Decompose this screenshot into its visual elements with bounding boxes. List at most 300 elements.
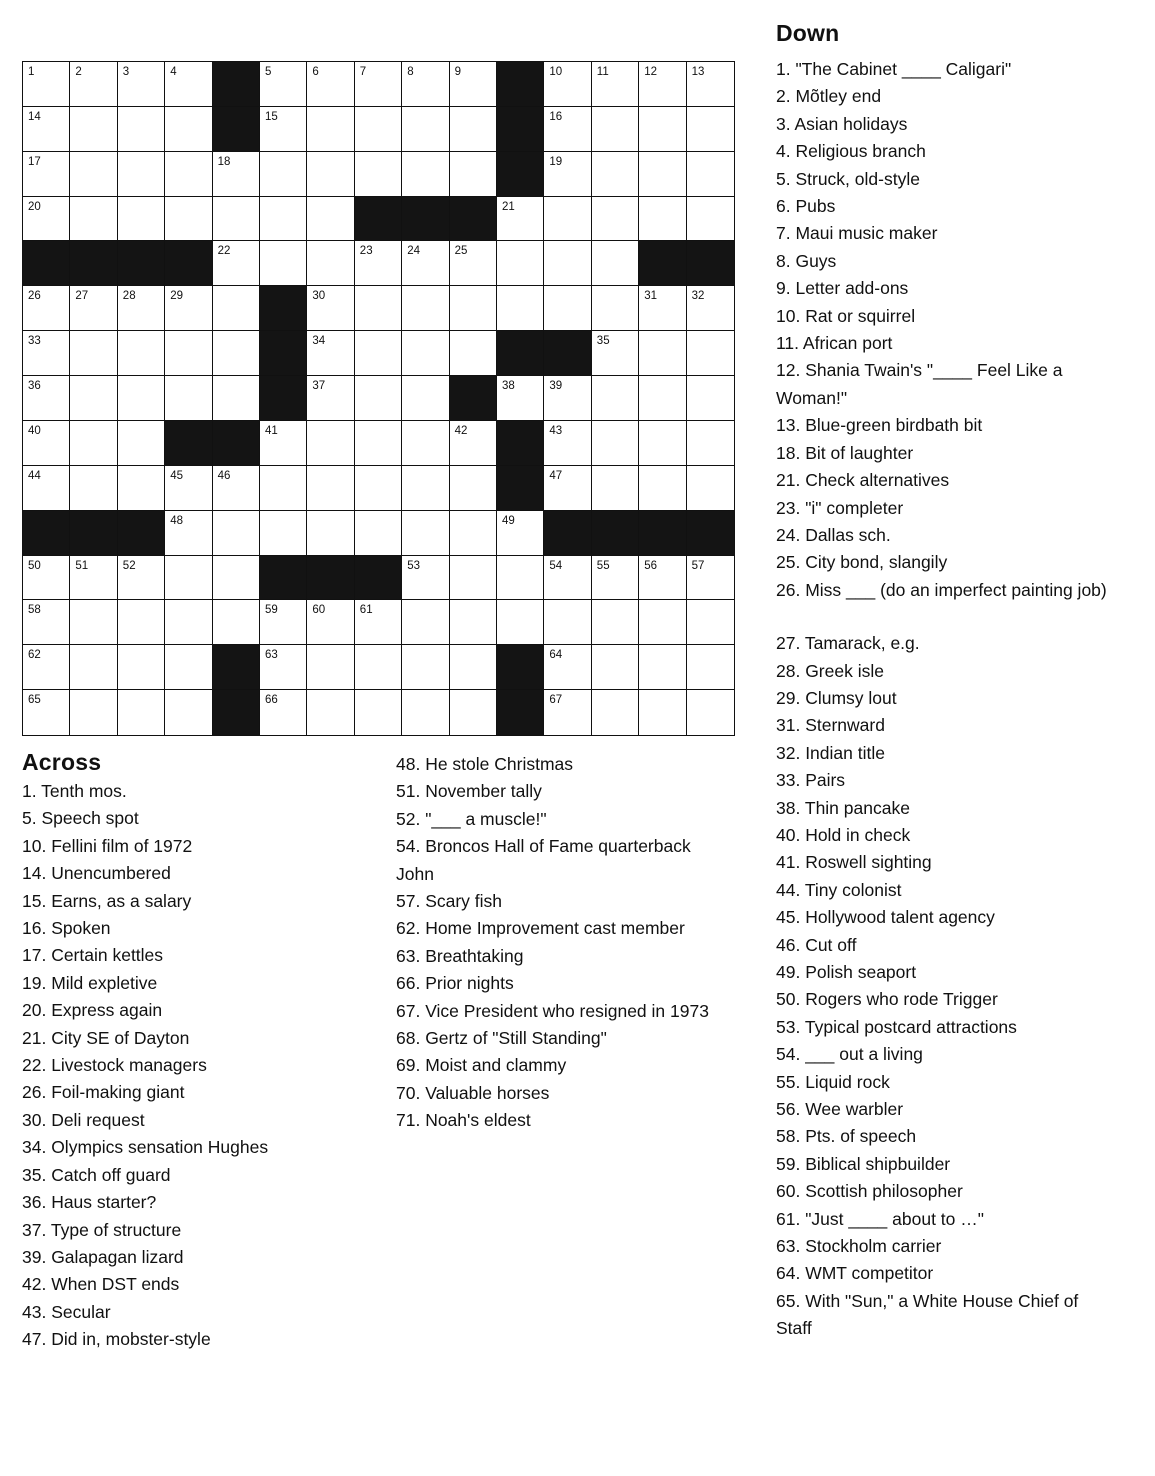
grid-cell (70, 286, 117, 331)
clue-number: 62 (28, 649, 41, 662)
down-clue: 65. With "Sun," a White House Chief of (776, 1290, 1079, 1311)
grid-cell (165, 62, 212, 107)
grid-cell (260, 107, 307, 152)
grid-cell (592, 690, 639, 735)
clue-number: 8 (407, 66, 414, 78)
down-clue: 24. Dallas sch. (776, 524, 891, 545)
grid-cell (639, 62, 686, 107)
across-clue: 51. November tally (396, 781, 542, 802)
across-clue: 57. Scary fish (396, 891, 503, 912)
grid-cell (639, 690, 686, 735)
grid-cell (592, 197, 639, 242)
grid-cell (165, 107, 212, 152)
black-square (355, 556, 402, 601)
down-clue: 64. WMT competitor (776, 1263, 934, 1284)
grid-cell (402, 556, 449, 601)
down-clue: 29. Clumsy lout (776, 687, 897, 708)
black-square (355, 197, 402, 242)
black-square (213, 62, 260, 107)
grid-cell (402, 152, 449, 197)
grid-cell (213, 197, 260, 242)
grid-cell (497, 600, 544, 645)
down-clue: 28. Greek isle (776, 660, 884, 681)
clue-number: 3 (122, 66, 130, 78)
across-clue: 14. Unencumbered (22, 863, 171, 884)
grid-cell (402, 376, 449, 421)
grid-cell (687, 197, 734, 242)
clue-number: 49 (502, 514, 515, 527)
down-clue: 46. Cut off (776, 934, 857, 955)
grid-cell (70, 421, 117, 466)
grid-cell (450, 286, 497, 331)
grid-cell (260, 197, 307, 242)
grid-cell (639, 286, 686, 331)
grid-cell (165, 690, 212, 735)
across-clue: 69. Moist and clammy (396, 1055, 567, 1076)
across-clue: 43. Secular (22, 1301, 111, 1322)
grid-cell (687, 421, 734, 466)
grid-cell (118, 376, 165, 421)
clue-number: 23 (359, 245, 373, 258)
black-square (165, 421, 212, 466)
black-square (70, 511, 117, 556)
grid-cell (355, 511, 402, 556)
clue-number: 50 (28, 559, 41, 572)
clue-number: 64 (549, 649, 563, 662)
grid-cell (23, 376, 70, 421)
across-clue: 16. Spoken (22, 918, 111, 939)
across-clue: 1. Tenth mos. (22, 781, 127, 801)
grid-cell (307, 690, 354, 735)
grid-cell (260, 62, 307, 107)
down-heading: Down (776, 20, 840, 46)
grid-cell (213, 286, 260, 331)
grid-cell (402, 466, 449, 511)
clue-number: 4 (170, 66, 177, 78)
grid-cell (639, 152, 686, 197)
grid-cell (70, 107, 117, 152)
grid-cell (23, 197, 70, 242)
grid-cell (592, 556, 639, 601)
grid-cell (165, 645, 212, 690)
grid-cell (23, 556, 70, 601)
grid-cell (260, 421, 307, 466)
across-clue-list-continued (396, 751, 709, 1135)
grid-cell (118, 107, 165, 152)
down-clue: 32. Indian title (776, 742, 885, 763)
clue-number: 46 (217, 469, 231, 482)
grid-cell (70, 556, 117, 601)
black-square (213, 690, 260, 735)
grid-cell (355, 421, 402, 466)
grid-cell (402, 600, 449, 645)
down-clue: 9. Letter add-ons (776, 278, 909, 299)
grid-cell (118, 62, 165, 107)
across-clue: 20. Express again (22, 1000, 163, 1021)
grid-cell (260, 511, 307, 556)
grid-cell (70, 466, 117, 511)
down-clue: 33. Pairs (776, 770, 846, 791)
grid-cell (687, 152, 734, 197)
clue-number: 44 (28, 469, 41, 482)
grid-cell (687, 690, 734, 735)
clue-number: 20 (28, 200, 41, 213)
grid-cell (544, 152, 591, 197)
across-clue: 34. Olympics sensation Hughes (22, 1137, 269, 1158)
across-clue: 37. Type of structure (22, 1219, 182, 1240)
grid-cell (307, 152, 354, 197)
grid-cell (307, 421, 354, 466)
clue-number: 65 (28, 694, 41, 707)
clue-number: 10 (549, 66, 563, 78)
clue-number: 18 (217, 155, 231, 168)
grid-cell (70, 645, 117, 690)
grid-cell (687, 556, 734, 601)
grid-cell (402, 645, 449, 690)
clue-number: 13 (691, 66, 705, 78)
grid-cell (402, 421, 449, 466)
clue-number: 17 (28, 155, 41, 168)
grid-cell (592, 152, 639, 197)
clue-number: 48 (170, 514, 183, 527)
down-clue: 3. Asian holidays (776, 113, 908, 134)
across-clue: 48. He stole Christmas (396, 754, 574, 774)
down-clue: Staff (776, 1318, 812, 1339)
grid-cell (544, 241, 591, 286)
black-square (165, 241, 212, 286)
down-clue: 21. Check alternatives (776, 470, 950, 491)
down-clue: Woman!" (776, 387, 848, 408)
down-clue: 8. Guys (776, 250, 837, 271)
black-square (213, 107, 260, 152)
clue-number: 31 (644, 290, 657, 303)
grid-cell (639, 466, 686, 511)
clue-number: 28 (122, 290, 136, 303)
grid-cell (355, 690, 402, 735)
black-square (544, 331, 591, 376)
grid-cell (544, 600, 591, 645)
down-clue: 40. Hold in check (776, 824, 911, 845)
black-square (70, 241, 117, 286)
down-clue: 56. Wee warbler (776, 1099, 904, 1120)
grid-cell (639, 600, 686, 645)
black-square (402, 197, 449, 242)
grid-cell (355, 241, 402, 286)
black-square (118, 241, 165, 286)
black-square (497, 690, 544, 735)
across-clue: 71. Noah's eldest (396, 1110, 531, 1131)
grid-cell (687, 645, 734, 690)
grid-cell (355, 286, 402, 331)
grid-cell (639, 197, 686, 242)
down-clue: 50. Rogers who rode Trigger (776, 989, 998, 1010)
across-clue: 36. Haus starter? (22, 1192, 157, 1213)
clue-number: 29 (170, 290, 183, 303)
down-clue: 54. ___ out a living (776, 1044, 923, 1065)
grid-cell (23, 331, 70, 376)
crossword-grid (22, 61, 735, 736)
grid-cell (687, 286, 734, 331)
clue-number: 40 (28, 424, 41, 437)
black-square (687, 511, 734, 556)
across-clue-list (22, 778, 268, 1354)
grid-cell (23, 62, 70, 107)
grid-cell (70, 62, 117, 107)
grid-cell (592, 600, 639, 645)
grid-cell (165, 286, 212, 331)
clue-number: 43 (549, 424, 563, 437)
clue-number: 38 (502, 380, 515, 393)
grid-cell (118, 645, 165, 690)
grid-cell (497, 511, 544, 556)
grid-cell (213, 376, 260, 421)
grid-cell (355, 152, 402, 197)
grid-cell (450, 421, 497, 466)
grid-cell (165, 556, 212, 601)
grid-cell (118, 286, 165, 331)
grid-cell (639, 376, 686, 421)
black-square (23, 511, 70, 556)
clue-number: 1 (28, 66, 35, 78)
black-square (260, 331, 307, 376)
clue-number: 32 (691, 290, 705, 303)
across-clue: 22. Livestock managers (22, 1055, 207, 1076)
grid-cell (213, 556, 260, 601)
down-clue: 4. Religious branch (776, 141, 926, 162)
across-clue: 47. Did in, mobster-style (22, 1329, 211, 1350)
clue-number: 61 (359, 604, 373, 617)
black-square (260, 556, 307, 601)
grid-cell (497, 197, 544, 242)
clue-number: 67 (549, 694, 563, 707)
black-square (497, 421, 544, 466)
grid-cell (544, 421, 591, 466)
grid-cell (307, 107, 354, 152)
grid-cell (307, 197, 354, 242)
grid-cell (165, 331, 212, 376)
grid-cell (687, 600, 734, 645)
across-clue: 63. Breathtaking (396, 945, 524, 966)
grid-cell (70, 690, 117, 735)
grid-cell (307, 62, 354, 107)
grid-cell (165, 376, 212, 421)
grid-cell (402, 62, 449, 107)
grid-cell (23, 466, 70, 511)
grid-cell (450, 511, 497, 556)
black-square (450, 197, 497, 242)
grid-cell (544, 197, 591, 242)
down-clue: 2. Mõtley end (776, 86, 882, 107)
grid-cell (592, 376, 639, 421)
across-clue: 39. Galapagan lizard (22, 1246, 184, 1267)
grid-cell (544, 556, 591, 601)
grid-cell (687, 466, 734, 511)
grid-cell (23, 600, 70, 645)
clue-number: 51 (75, 559, 89, 572)
clue-number: 36 (28, 380, 41, 393)
down-clue: 11. African port (776, 333, 893, 354)
across-clue: 67. Vice President who resigned in 1973 (396, 1000, 709, 1021)
down-clue: 25. City bond, slangily (776, 552, 948, 573)
grid-cell (118, 466, 165, 511)
grid-cell (497, 556, 544, 601)
black-square (497, 107, 544, 152)
grid-cell (544, 62, 591, 107)
black-square (23, 241, 70, 286)
black-square (260, 286, 307, 331)
clue-number: 14 (28, 110, 41, 123)
black-square (213, 421, 260, 466)
black-square (544, 511, 591, 556)
clue-number: 15 (265, 110, 278, 123)
grid-cell (23, 645, 70, 690)
clue-number: 57 (691, 559, 705, 572)
down-clue: 27. Tamarack, e.g. (776, 633, 920, 654)
grid-cell (497, 376, 544, 421)
down-clue: 41. Roswell sighting (776, 852, 932, 873)
clue-number: 35 (596, 335, 610, 348)
grid-cell (592, 62, 639, 107)
down-clue: 45. Hollywood talent agency (776, 907, 995, 928)
clue-number: 60 (312, 604, 326, 617)
grid-cell (213, 152, 260, 197)
across-clue: John (396, 863, 434, 884)
black-square (497, 62, 544, 107)
grid-cell (544, 645, 591, 690)
grid-cell (592, 331, 639, 376)
grid-cell (450, 690, 497, 735)
grid-cell (307, 466, 354, 511)
grid-cell (687, 107, 734, 152)
across-clue: 26. Foil-making giant (22, 1082, 185, 1103)
across-clue: 52. "___ a muscle!" (396, 808, 547, 829)
clue-number: 53 (407, 559, 420, 572)
grid-cell (544, 286, 591, 331)
grid-cell (402, 241, 449, 286)
grid-cell (165, 152, 212, 197)
grid-cell (544, 107, 591, 152)
grid-cell (687, 376, 734, 421)
grid-cell (450, 107, 497, 152)
down-clue: 63. Stockholm carrier (776, 1236, 942, 1257)
grid-cell (592, 241, 639, 286)
down-clue: 10. Rat or squirrel (776, 305, 916, 326)
down-clue: 59. Biblical shipbuilder (776, 1153, 951, 1174)
across-heading: Across (22, 749, 102, 775)
black-square (497, 466, 544, 511)
clue-number: 21 (502, 200, 515, 213)
grid-cell (639, 331, 686, 376)
grid-cell (118, 556, 165, 601)
grid-cell (307, 241, 354, 286)
grid-cell (639, 107, 686, 152)
grid-cell (307, 286, 354, 331)
grid-cell (355, 331, 402, 376)
grid-cell (544, 690, 591, 735)
clue-number: 54 (549, 559, 563, 572)
grid-cell (23, 286, 70, 331)
grid-cell (592, 645, 639, 690)
grid-cell (118, 152, 165, 197)
grid-cell (165, 466, 212, 511)
grid-cell (23, 152, 70, 197)
grid-cell (355, 466, 402, 511)
grid-cell (639, 645, 686, 690)
black-square (260, 376, 307, 421)
down-clue: 13. Blue-green birdbath bit (776, 415, 983, 436)
grid-cell (70, 197, 117, 242)
clue-number: 59 (265, 604, 278, 617)
grid-cell (165, 511, 212, 556)
black-square (639, 511, 686, 556)
clue-number: 12 (644, 66, 657, 78)
across-clue: 68. Gertz of "Still Standing" (396, 1028, 607, 1049)
grid-cell (165, 600, 212, 645)
grid-cell (260, 241, 307, 286)
grid-cell (450, 241, 497, 286)
clue-number: 63 (265, 649, 278, 662)
black-square (307, 556, 354, 601)
down-clue: 60. Scottish philosopher (776, 1181, 963, 1202)
grid-cell (118, 197, 165, 242)
grid-cell (307, 331, 354, 376)
across-clue: 21. City SE of Dayton (22, 1027, 190, 1048)
grid-cell (307, 376, 354, 421)
clue-number: 66 (265, 694, 278, 707)
grid-cell (687, 331, 734, 376)
grid-cell (260, 466, 307, 511)
black-square (213, 645, 260, 690)
clue-number: 34 (312, 335, 326, 348)
grid-cell (23, 421, 70, 466)
clue-number: 30 (312, 290, 326, 303)
down-clue: 26. Miss ___ (do an imperfect painting job) (776, 579, 1107, 600)
grid-cell (355, 376, 402, 421)
clue-number: 2 (75, 66, 82, 78)
grid-cell (639, 556, 686, 601)
grid-cell (687, 62, 734, 107)
grid-cell (355, 62, 402, 107)
clue-number: 19 (549, 155, 563, 168)
grid-cell (450, 152, 497, 197)
clue-number: 6 (312, 66, 319, 78)
black-square (118, 511, 165, 556)
grid-cell (639, 421, 686, 466)
grid-cell (592, 286, 639, 331)
grid-cell (355, 645, 402, 690)
clue-number: 22 (217, 245, 231, 258)
grid-cell (260, 600, 307, 645)
across-clue: 17. Certain kettles (22, 945, 164, 966)
grid-cell (118, 421, 165, 466)
grid-cell (497, 241, 544, 286)
clue-number: 24 (407, 245, 420, 258)
black-square (497, 152, 544, 197)
grid-cell (592, 421, 639, 466)
grid-cell (402, 690, 449, 735)
clue-number: 37 (312, 380, 326, 393)
clue-number: 42 (454, 424, 468, 437)
grid-cell (307, 645, 354, 690)
grid-cell (70, 376, 117, 421)
grid-cell (450, 331, 497, 376)
grid-cell (260, 645, 307, 690)
black-square (592, 511, 639, 556)
across-clue: 35. Catch off guard (22, 1164, 171, 1185)
down-clue: 31. Sternward (776, 715, 885, 736)
clue-number: 58 (28, 604, 41, 617)
grid-cell (118, 690, 165, 735)
